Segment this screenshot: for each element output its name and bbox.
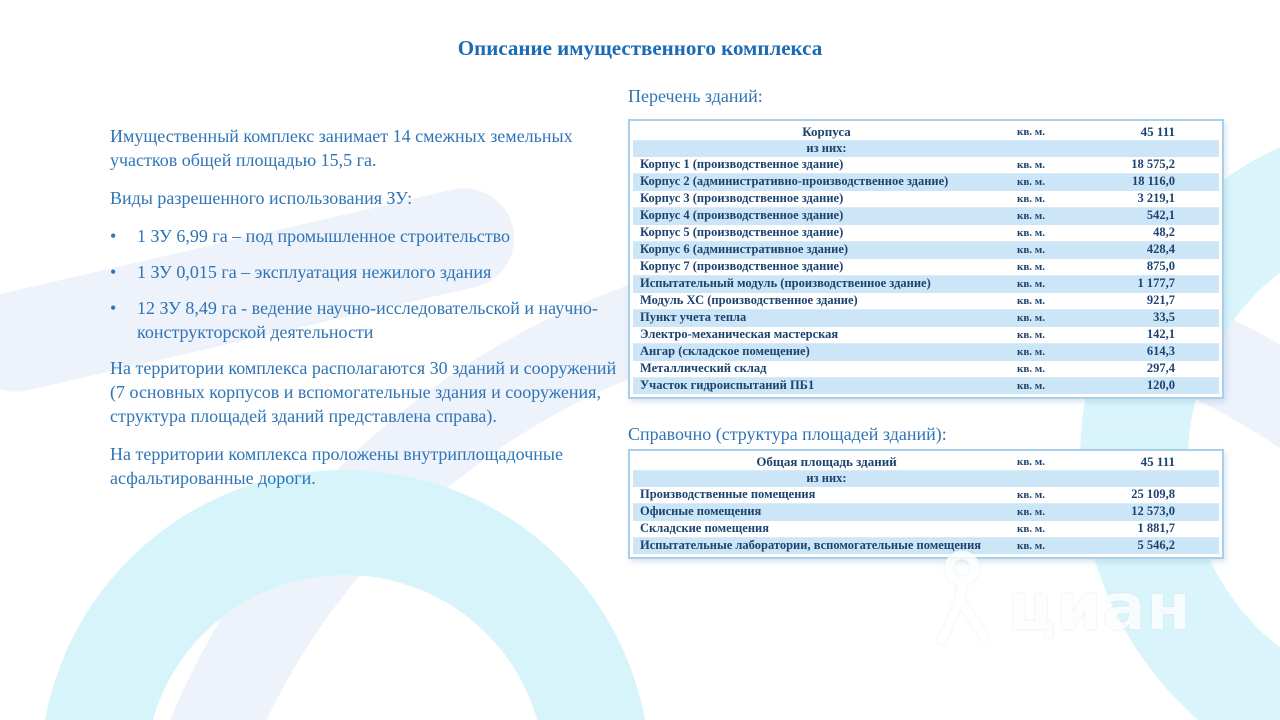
paragraph-usage-types: Виды разрешенного использования ЗУ: bbox=[110, 188, 413, 208]
row-unit: кв. м. bbox=[1017, 312, 1046, 324]
table-subheader-row bbox=[633, 471, 1219, 487]
table-subheader-row bbox=[633, 141, 1219, 157]
row-name: Корпус 5 (производственное здание) bbox=[640, 225, 844, 239]
row-value: 12 573,0 bbox=[1131, 504, 1175, 518]
list-item bbox=[110, 224, 622, 248]
paragraph-roads: На территории комплекса проложены внутриплощадочные асфальтированные дороги. bbox=[110, 444, 563, 488]
row-name: Модуль ХС (производственное здание) bbox=[640, 293, 858, 307]
row-value: 614,3 bbox=[1146, 344, 1175, 358]
row-unit: кв. м. bbox=[1017, 176, 1046, 188]
row-unit: кв. м. bbox=[1017, 261, 1046, 273]
table-row bbox=[633, 191, 1219, 208]
row-name: Корпус 7 (производственное здание) bbox=[640, 259, 844, 273]
table-row bbox=[633, 378, 1219, 394]
table-row bbox=[633, 208, 1219, 225]
row-unit: кв. м. bbox=[1017, 159, 1046, 171]
row-name: Участок гидроиспытаний ПБ1 bbox=[640, 378, 815, 392]
subheader-label: из них: bbox=[806, 141, 847, 155]
table-header-row bbox=[633, 454, 1219, 471]
table-row bbox=[633, 276, 1219, 293]
row-value: 18 116,0 bbox=[1131, 174, 1175, 188]
row-value: 1 881,7 bbox=[1137, 521, 1175, 535]
row-unit: кв. м. bbox=[1017, 278, 1046, 290]
row-name: Металлический склад bbox=[640, 361, 767, 375]
row-value: 921,7 bbox=[1146, 293, 1175, 307]
table-row bbox=[633, 310, 1219, 327]
column-header-total: 45 111 bbox=[1140, 454, 1175, 469]
paragraph-land-plots: Имущественный комплекс занимает 14 смежных земельных участков общей площадью 15,5 га. bbox=[110, 126, 573, 170]
cian-watermark-text: циан bbox=[1008, 571, 1192, 645]
row-value: 18 575,2 bbox=[1131, 157, 1175, 171]
row-unit: кв. м. bbox=[1017, 210, 1046, 222]
subheader-value bbox=[1089, 471, 1219, 473]
row-unit: кв. м. bbox=[1017, 489, 1046, 501]
row-name: Офисные помещения bbox=[640, 504, 762, 518]
description-text-block bbox=[110, 124, 622, 504]
row-unit: кв. м. bbox=[1017, 329, 1046, 341]
row-unit: кв. м. bbox=[1017, 346, 1046, 358]
row-unit: кв. м. bbox=[1017, 380, 1046, 392]
buildings-table bbox=[628, 119, 1224, 399]
table-row bbox=[633, 487, 1219, 504]
table-row bbox=[633, 504, 1219, 521]
row-name: Корпус 6 (административное здание) bbox=[640, 242, 849, 256]
row-value: 120,0 bbox=[1146, 378, 1175, 392]
row-value: 48,2 bbox=[1153, 225, 1175, 239]
table-row bbox=[633, 157, 1219, 174]
column-header-unit: кв. м. bbox=[1017, 126, 1046, 138]
row-value: 542,1 bbox=[1146, 208, 1175, 222]
row-unit: кв. м. bbox=[1017, 295, 1046, 307]
row-unit: кв. м. bbox=[1017, 363, 1046, 375]
row-value: 25 109,8 bbox=[1131, 487, 1175, 501]
bullet-text: 1 ЗУ 0,015 га – эксплуатация нежилого здания bbox=[137, 262, 492, 282]
table-row bbox=[633, 538, 1219, 554]
row-value: 875,0 bbox=[1146, 259, 1175, 273]
column-header-total: 45 111 bbox=[1140, 124, 1175, 139]
column-header-name: Общая площадь зданий bbox=[756, 454, 897, 469]
row-value: 5 546,2 bbox=[1137, 538, 1175, 552]
row-unit: кв. м. bbox=[1017, 244, 1046, 256]
row-value: 3 219,1 bbox=[1137, 191, 1175, 205]
table-row bbox=[633, 521, 1219, 538]
row-value: 142,1 bbox=[1146, 327, 1175, 341]
row-unit: кв. м. bbox=[1017, 227, 1046, 239]
row-unit: кв. м. bbox=[1017, 540, 1046, 552]
areas-table bbox=[628, 449, 1224, 559]
row-name: Корпус 2 (административно-производственное здание) bbox=[640, 174, 949, 188]
table-header-row bbox=[633, 124, 1219, 141]
row-name: Электро-механическая мастерская bbox=[640, 327, 839, 341]
subheader-unit bbox=[1017, 471, 1089, 474]
areas-structure-heading: Справочно (структура площадей зданий): bbox=[628, 424, 947, 444]
table-row bbox=[633, 327, 1219, 344]
subheader-label: из них: bbox=[806, 471, 847, 485]
row-value: 297,4 bbox=[1146, 361, 1175, 375]
table-row bbox=[633, 174, 1219, 191]
bullet-text: 1 ЗУ 6,99 га – под промышленное строительство bbox=[137, 226, 511, 246]
table-row bbox=[633, 225, 1219, 242]
row-unit: кв. м. bbox=[1017, 506, 1046, 518]
row-unit: кв. м. bbox=[1017, 523, 1046, 535]
table-row bbox=[633, 259, 1219, 276]
table-row bbox=[633, 293, 1219, 310]
bullet-icon: • bbox=[110, 262, 117, 282]
row-name: Пункт учета тепла bbox=[640, 310, 747, 324]
table-row bbox=[633, 242, 1219, 259]
table-row bbox=[633, 344, 1219, 361]
list-item bbox=[110, 260, 622, 284]
column-header-unit: кв. м. bbox=[1017, 456, 1046, 468]
bullet-text: 12 ЗУ 8,49 га - ведение научно-исследовательской и научно-конструкторской деятельности bbox=[137, 298, 598, 342]
subheader-unit bbox=[1017, 141, 1089, 144]
list-item bbox=[110, 296, 622, 344]
page-title: Описание имущественного комплекса bbox=[457, 36, 823, 60]
row-name: Испытательный модуль (производственное здание) bbox=[640, 276, 931, 290]
row-name: Производственные помещения bbox=[640, 487, 816, 501]
bullet-icon: • bbox=[110, 298, 117, 318]
row-name: Корпус 3 (производственное здание) bbox=[640, 191, 844, 205]
buildings-list-heading: Перечень зданий: bbox=[628, 86, 763, 106]
table-row bbox=[633, 361, 1219, 378]
column-header-name: Корпуса bbox=[802, 124, 851, 139]
row-unit: кв. м. bbox=[1017, 193, 1046, 205]
row-name: Испытательные лаборатории, вспомогательные помещения bbox=[640, 538, 982, 552]
paragraph-buildings-count: На территории комплекса располагаются 30 зданий и сооружений (7 основных корпусов и вспомогательные здания и сооружения, структура площадей зданий представлена справа). bbox=[110, 358, 617, 426]
row-name: Складские помещения bbox=[640, 521, 769, 535]
row-name: Корпус 4 (производственное здание) bbox=[640, 208, 844, 222]
row-value: 1 177,7 bbox=[1137, 276, 1175, 290]
usage-bullet-list bbox=[110, 224, 622, 344]
bullet-icon: • bbox=[110, 226, 117, 246]
row-name: Корпус 1 (производственное здание) bbox=[640, 157, 844, 171]
row-value: 428,4 bbox=[1146, 242, 1175, 256]
subheader-value bbox=[1089, 141, 1219, 143]
row-name: Ангар (складское помещение) bbox=[640, 344, 810, 358]
row-value: 33,5 bbox=[1153, 310, 1175, 324]
